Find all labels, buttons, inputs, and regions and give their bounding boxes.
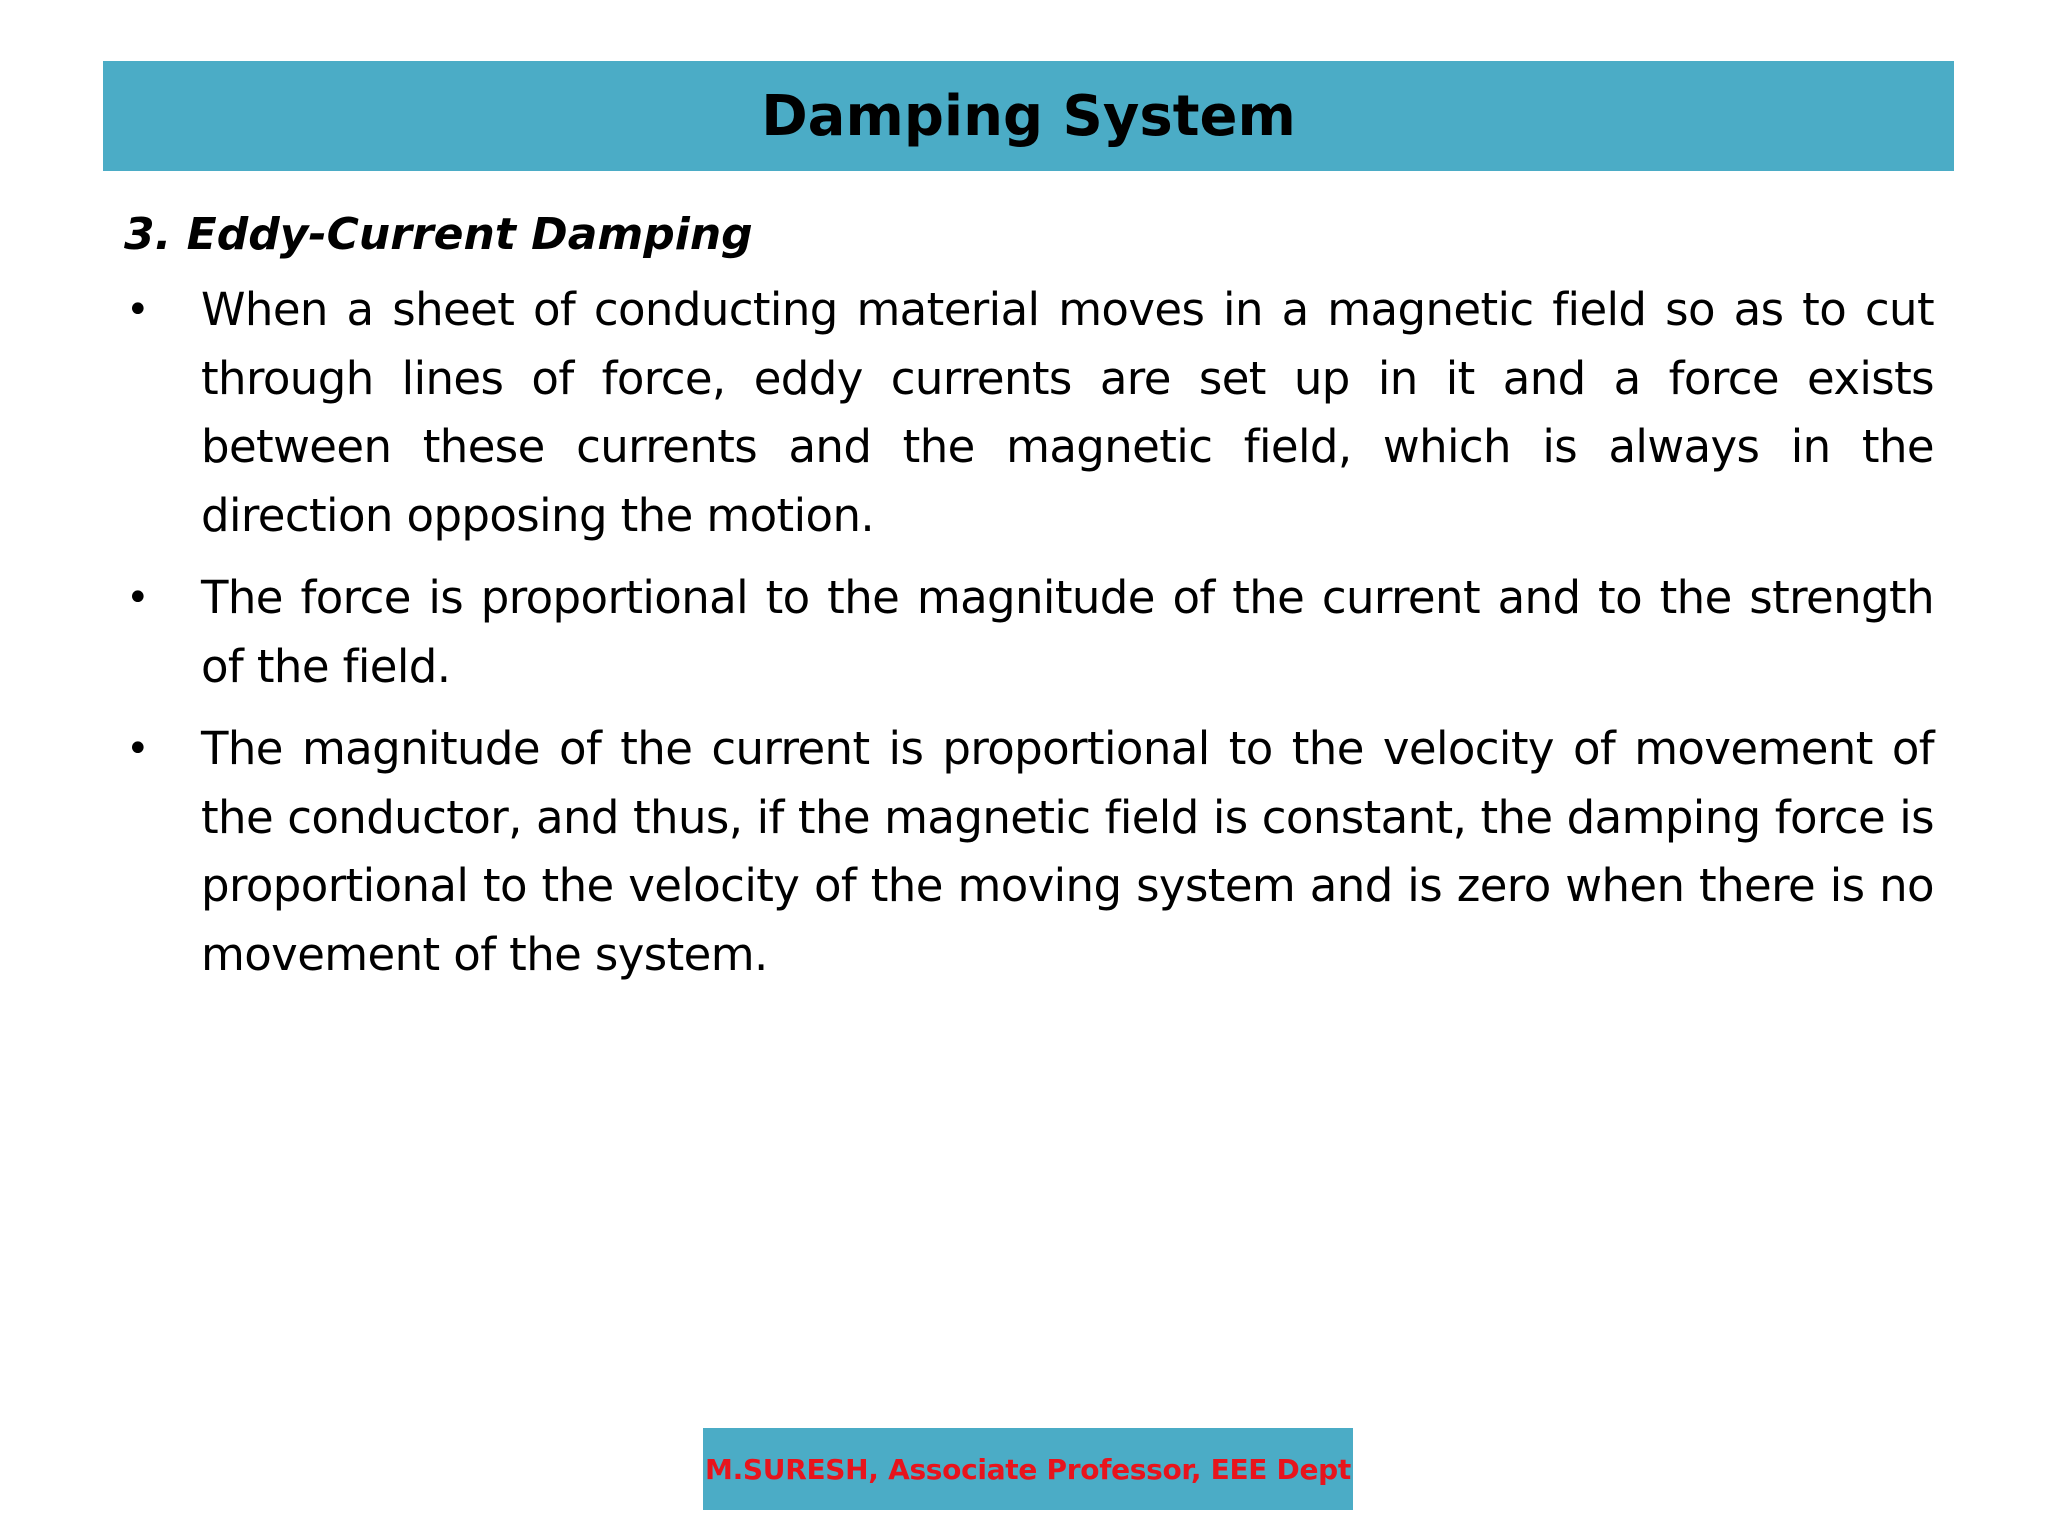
bullet-list bbox=[124, 276, 1934, 989]
title-banner bbox=[103, 61, 1954, 171]
section-heading: 3. Eddy-Current Damping bbox=[124, 209, 753, 260]
bullet-item bbox=[124, 276, 1934, 550]
bullet-item bbox=[124, 564, 1934, 701]
bullet-text: When a sheet of conducting material moves in a magnetic field so as to cut through lines of force, eddy currents are set up in it and a force exists between these currents and the magnetic field, which is always in the direction opposing the motion. bbox=[201, 283, 1934, 542]
bullet-icon: • bbox=[126, 726, 150, 772]
bullet-text: The force is proportional to the magnitude of the current and to the strength of the field. bbox=[201, 571, 1934, 693]
bullet-icon: • bbox=[126, 287, 150, 333]
footer-banner bbox=[703, 1428, 1353, 1510]
bullet-item bbox=[124, 715, 1934, 989]
slide-title: Damping System bbox=[761, 83, 1296, 149]
slide-content bbox=[124, 200, 1934, 1003]
bullet-text: The magnitude of the current is proportional to the velocity of movement of the conductor, and thus, if the magnetic field is constant, the damping force is proportional to the velocity of the moving system and is zero when there is no movement of the system. bbox=[201, 722, 1934, 981]
bullet-icon: • bbox=[126, 575, 150, 621]
footer-credit: M.SURESH, Associate Professor, EEE Dept bbox=[705, 1452, 1351, 1486]
